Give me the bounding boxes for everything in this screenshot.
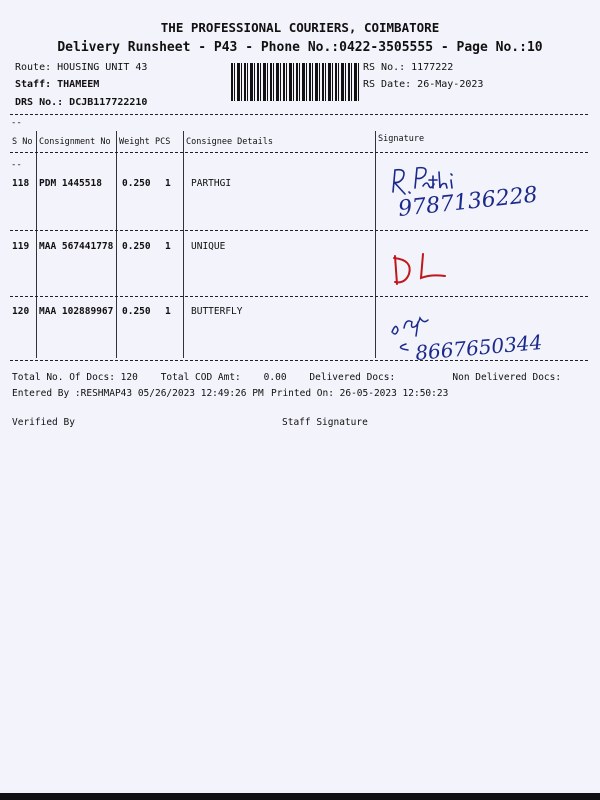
row-sno: 119 — [12, 241, 30, 252]
column-separator — [116, 131, 117, 358]
verified-by-label: Verified By — [12, 417, 75, 428]
totals-summary: Total No. Of Docs: 120 Total COD Amt: 0.00 Delivered Docs: Non Delivered Docs: — [12, 372, 562, 383]
row-pcs: 1 — [165, 241, 171, 252]
row-consignee: BUTTERFLY — [191, 306, 243, 317]
column-separator — [183, 131, 184, 358]
signature-parthi — [385, 162, 565, 222]
row-sno: 120 — [12, 306, 30, 317]
staff-label: Staff: THAMEEM — [15, 79, 100, 90]
column-header-weight: Weight — [119, 137, 150, 147]
dash-marks: -- — [11, 118, 22, 128]
svg-text:9787136228: 9787136228 — [397, 182, 539, 222]
column-header-pcs: PCS — [155, 137, 171, 147]
divider — [10, 152, 588, 153]
row-consignee: PARTHGI — [191, 178, 232, 189]
row-weight: 0.250 — [122, 306, 151, 317]
column-header-consignment: Consignment No — [39, 137, 111, 147]
column-header-sno: S No — [12, 137, 33, 147]
column-separator — [36, 131, 37, 358]
row-consignment-no: PDM 1445518 — [39, 178, 102, 189]
row-weight: 0.250 — [122, 178, 151, 189]
signature-dl-mark — [385, 248, 455, 290]
staff-signature-label: Staff Signature — [282, 417, 368, 428]
dash-marks: -- — [11, 160, 22, 170]
rs-date: RS Date: 26-May-2023 — [363, 79, 484, 90]
row-pcs: 1 — [165, 178, 171, 189]
runsheet-subtitle: Delivery Runsheet - P43 - Phone No.:0422-3505555 - Page No.:10 — [57, 40, 543, 55]
drs-number: DRS No.: DCJB117722210 — [15, 97, 148, 108]
column-separator — [375, 131, 376, 358]
row-consignment-no: MAA 567441778 — [39, 241, 114, 252]
printed-on: Printed On: 26-05-2023 12:50:23 — [271, 388, 449, 399]
barcode — [231, 63, 359, 101]
row-pcs: 1 — [165, 306, 171, 317]
rs-number: RS No.: 1177222 — [363, 62, 454, 73]
company-title: THE PROFESSIONAL COURIERS, COIMBATORE — [160, 20, 440, 35]
column-header-consignee: Consignee Details — [186, 137, 273, 147]
signature-butterfly — [388, 310, 544, 366]
scan-edge — [0, 793, 600, 800]
row-sno: 118 — [12, 178, 30, 189]
row-consignment-no: MAA 102889967 — [39, 306, 114, 317]
svg-text:8667650344: 8667650344 — [414, 329, 544, 365]
row-consignee: UNIQUE — [191, 241, 226, 252]
row-weight: 0.250 — [122, 241, 151, 252]
divider — [10, 296, 588, 297]
divider — [10, 230, 588, 231]
route-label: Route: HOUSING UNIT 43 — [15, 62, 148, 73]
column-header-signature: Signature — [378, 134, 425, 144]
entered-by: Entered By :RESHMAP43 05/26/2023 12:49:26 PM — [12, 388, 264, 399]
divider — [10, 114, 588, 115]
